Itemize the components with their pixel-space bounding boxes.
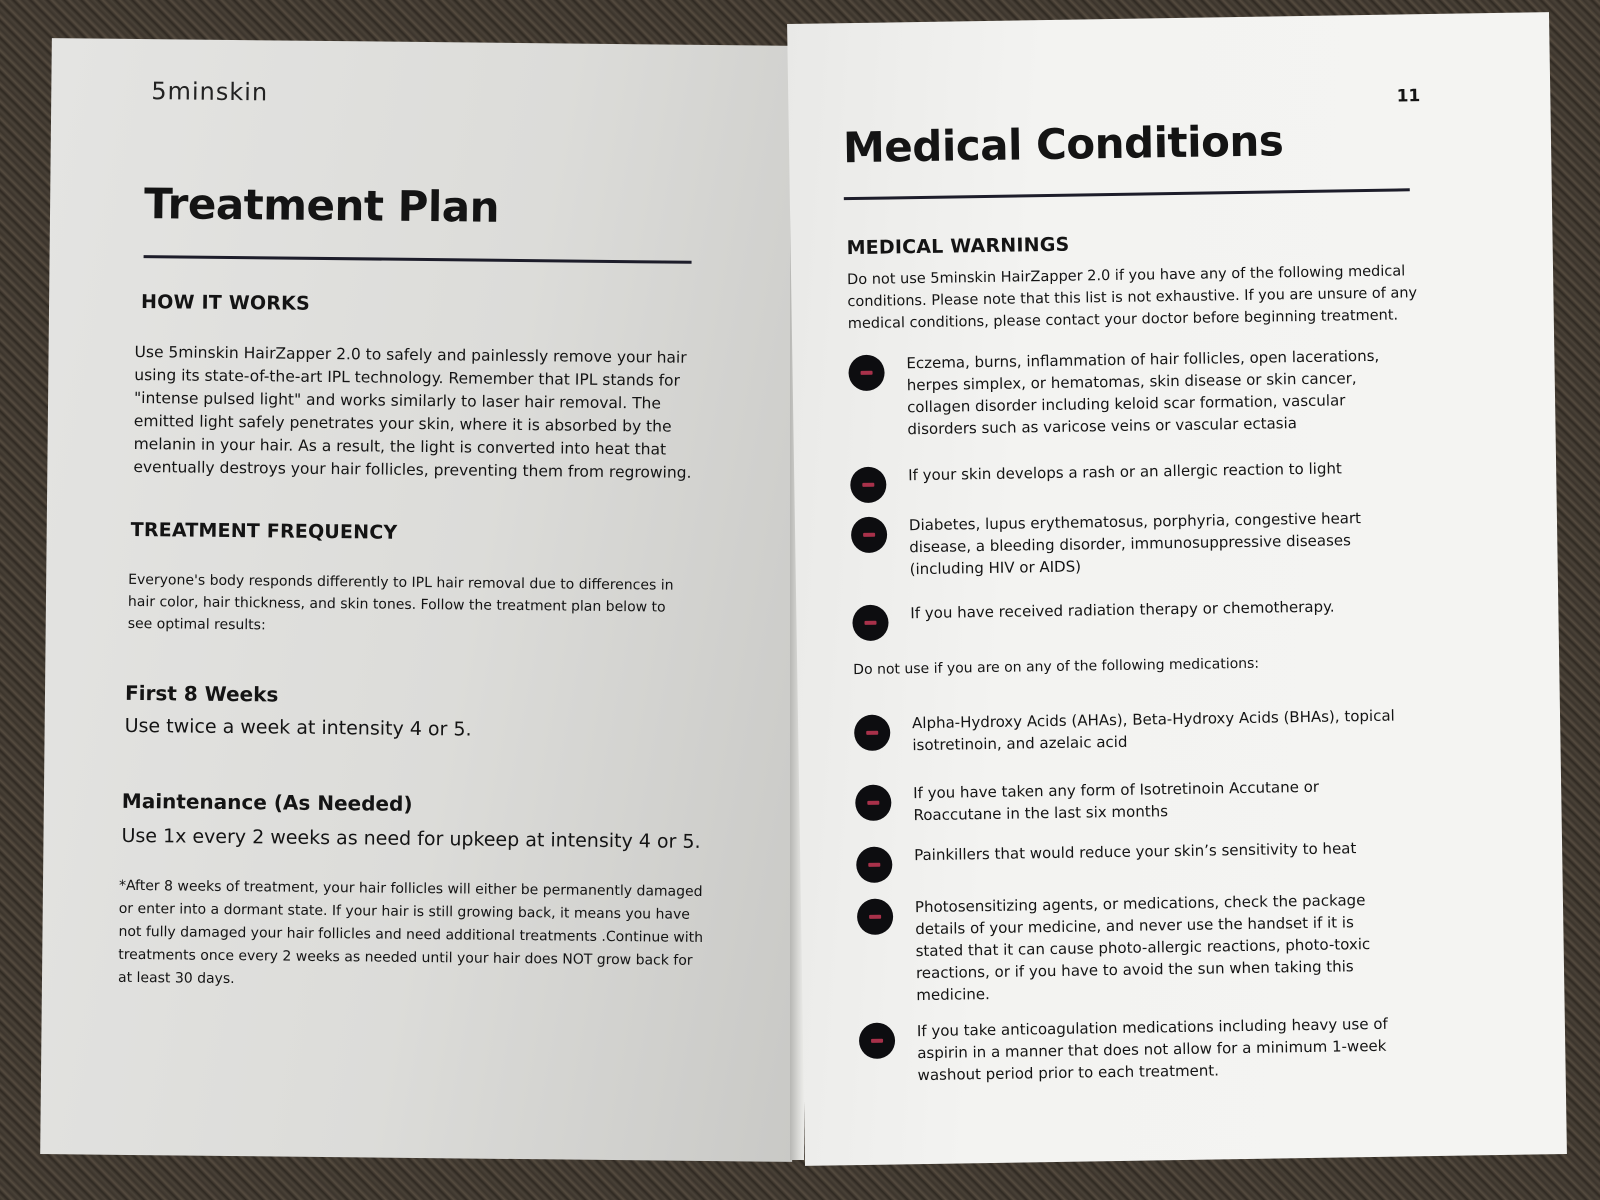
list-item bbox=[855, 774, 1404, 827]
treatment-frequency-heading: TREATMENT FREQUENCY bbox=[130, 518, 398, 544]
minus-circle-icon bbox=[859, 1022, 896, 1059]
minus-circle-icon bbox=[856, 847, 893, 884]
list-item bbox=[848, 345, 1397, 442]
minus-circle-icon bbox=[850, 467, 887, 504]
title-divider bbox=[144, 255, 692, 264]
list-item bbox=[859, 1012, 1408, 1087]
condition-text: Diabetes, lupus erythematosus, porphyria, congestive heart disease, a bleeding disorder, immunosuppressive diseases (including HIV or AIDS) bbox=[908, 509, 1362, 579]
maintenance-desc: Use 1x every 2 weeks as need for upkeep at intensity 4 or 5. bbox=[121, 824, 701, 853]
page-number: 11 bbox=[1396, 86, 1421, 107]
medication-text: Photosensitizing agents, or medications, check the package details of your medicine, and never use the handset if it is stated that it can cause photo-allergic reactions, photo-toxic reactions, or if you have to avoid the sun when taking this medicine. bbox=[914, 891, 1371, 1005]
condition-text: Eczema, burns, inflammation of hair follicles, open lacerations, herpes simplex, or hematomas, skin disease or skin cancer, collagen disorder including keloid scar formation, vascular disorders such as varicose veins or vascular ectasia bbox=[906, 346, 1380, 439]
page-title: Medical Conditions bbox=[842, 116, 1284, 173]
medication-text: If you have taken any form of Isotretinoin Accutane or Roaccutane in the last six months bbox=[913, 777, 1320, 825]
page-title: Treatment Plan bbox=[143, 179, 500, 232]
conditions-list bbox=[848, 344, 1428, 623]
maintenance-title: Maintenance (As Needed) bbox=[121, 788, 413, 816]
minus-circle-icon bbox=[851, 517, 888, 554]
medications-list bbox=[854, 704, 1434, 1085]
list-item bbox=[852, 594, 1401, 641]
medications-intro: Do not use if you are on any of the following medications: bbox=[853, 655, 1260, 679]
list-item bbox=[851, 507, 1400, 582]
minus-circle-icon bbox=[848, 355, 885, 392]
medication-text: If you take anticoagulation medications including heavy use of aspirin in a manner that does not allow for a minimum 1-week washout period prior to each treatment. bbox=[916, 1014, 1388, 1085]
minus-circle-icon bbox=[852, 605, 889, 642]
treatment-frequency-text: Everyone's body responds differently to IPL hair removal due to differences in hair color, hair thickness, and skin tones. Follow the treatment plan below to see optimal results: bbox=[127, 571, 674, 634]
brand-logo: 5minskin bbox=[151, 77, 269, 107]
condition-text: If your skin develops a rash or an allergic reaction to light bbox=[908, 459, 1342, 485]
condition-text: If you have received radiation therapy or chemotherapy. bbox=[910, 597, 1335, 623]
left-page bbox=[40, 38, 804, 1162]
list-item bbox=[857, 888, 1407, 1007]
first-weeks-title: First 8 Weeks bbox=[124, 680, 279, 707]
medication-text: Alpha-Hydroxy Acids (AHAs), Beta-Hydroxy Acids (BHAs), topical isotretinoin, and azelaic acid bbox=[911, 706, 1395, 755]
minus-circle-icon bbox=[854, 715, 891, 752]
minus-circle-icon bbox=[855, 785, 892, 822]
first-weeks-desc: Use twice a week at intensity 4 or 5. bbox=[124, 714, 472, 741]
how-it-works-heading: HOW IT WORKS bbox=[140, 291, 311, 315]
medical-warnings-intro: Do not use 5minskin HairZapper 2.0 if you have any of the following medical conditions. Please note that this list is not exhaustive. If you are unsure of any medical conditions, please contact your doctor before beginning treatment. bbox=[846, 263, 1418, 333]
right-page bbox=[787, 12, 1567, 1166]
title-divider bbox=[844, 188, 1410, 200]
list-item bbox=[856, 836, 1405, 883]
medication-text: Painkillers that would reduce your skin’s sensitivity to heat bbox=[914, 839, 1357, 865]
medical-warnings-heading: MEDICAL WARNINGS bbox=[846, 233, 1070, 260]
list-item bbox=[850, 457, 1399, 504]
list-item bbox=[854, 704, 1403, 757]
minus-circle-icon bbox=[857, 899, 894, 936]
footnote: *After 8 weeks of treatment, your hair follicles will either be permanently damaged or enter into a dormant state. If your hair is still growing back, it means you have not fully damaged your hair follicles and need additional treatments .Continue with treatments once every 2 weeks as needed until your hair does NOT grow back for at least 30 days. bbox=[117, 877, 704, 988]
how-it-works-text: Use 5minskin HairZapper 2.0 to safely and painlessly remove your hair using its state-of-the-art IPL technology. Remember that IPL stands for "intense pulsed light" and works similarly to laser hair removal. The emitted light safely penetrates your skin, where it is absorbed by the melanin in your hair. As a result, the light is converted into heat that eventually destroys your hair follicles, preventing them from regrowing. bbox=[133, 342, 692, 482]
